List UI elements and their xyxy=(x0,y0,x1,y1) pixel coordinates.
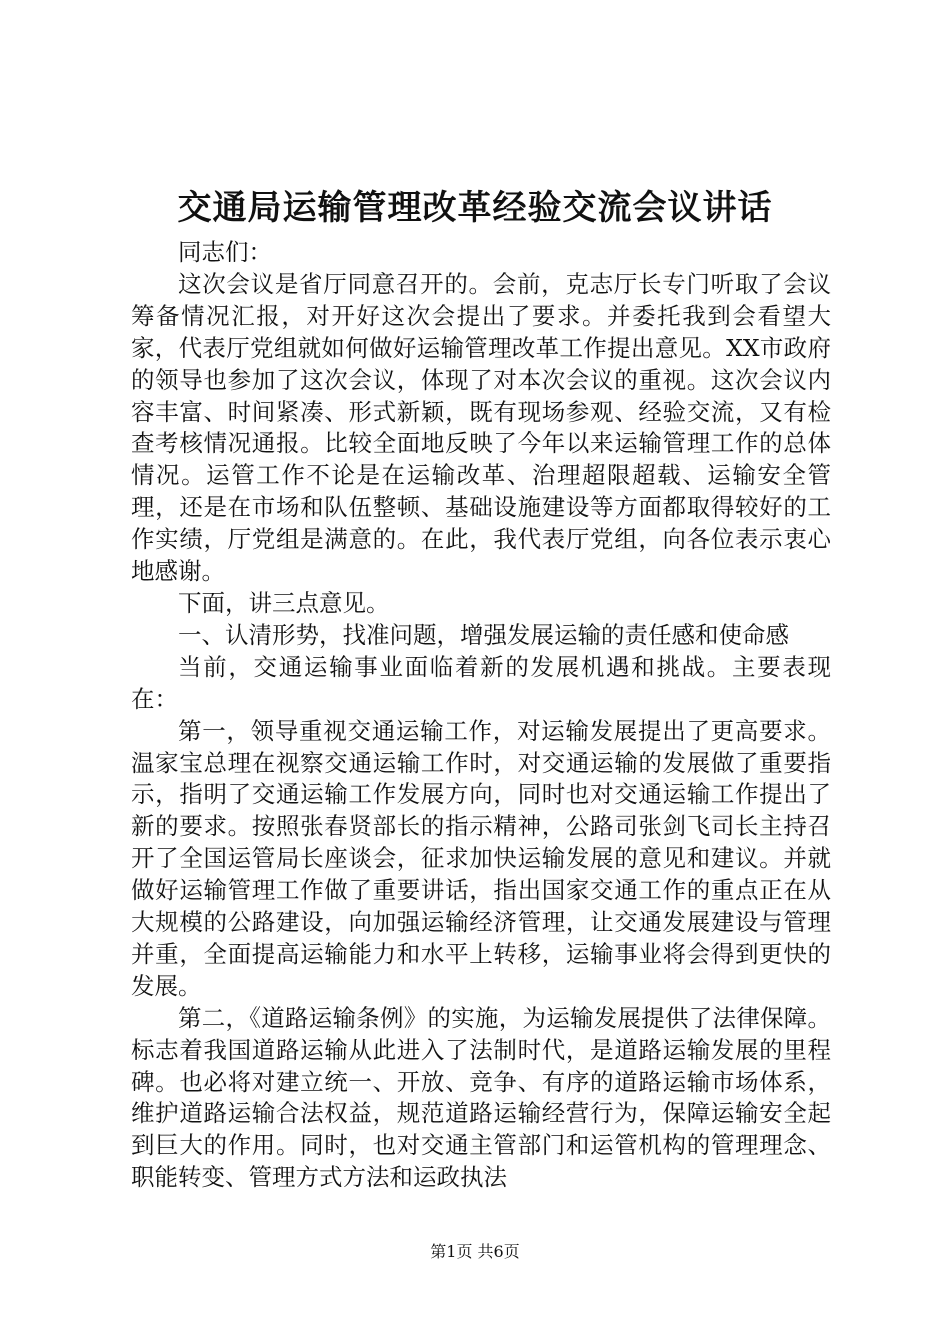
paragraph-point-1: 第一，领导重视交通运输工作，对运输发展提出了更高要求。温家宝总理在视察交通运输工作时，对交通运输的发展做了重要指示，指明了交通运输工作发展方向，同时也对交通运输工作提出了新的要求。按照张春贤部长的指示精神，公路司张剑飞司长主持召开了全国运管局长座谈会，征求加快运输发展的意见和建议。并就做好运输管理工作做了重要讲话，指出国家交通工作的重点正在从大规模的公路建设，向加强运输经济管理，让交通发展建设与管理并重，全面提高运输能力和水平上转移，运输事业将会得到更快的发展。 xyxy=(131,716,831,1000)
page-number-footer: 第1页 共6页 xyxy=(430,1242,520,1261)
paragraph-situation: 当前，交通运输事业面临着新的发展机遇和挑战。主要表现在： xyxy=(131,652,831,713)
paragraph-intro-points: 下面，讲三点意见。 xyxy=(178,588,390,617)
paragraph-opening: 这次会议是省厅同意召开的。会前，克志厅长专门听取了会议筹备情况汇报，对开好这次会提出了要求。并委托我到会看望大家，代表厅党组就如何做好运输管理改革工作提出意见。XX市政府的领导也参加了这次会议，体现了对本次会议的重视。这次会议内容丰富、时间紧凑、形式新颖，既有现场参观、经验交流，又有检查考核情况通报。比较全面地反映了今年以来运输管理工作的总体情况。运管工作不论是在运输改革、治理超限超载、运输安全管理，还是在市场和队伍整顿、基础设施建设等方面都取得较好的工作实绩，厅党组是满意的。在此，我代表厅党组，向各位表示衷心地感谢。 xyxy=(131,269,831,586)
paragraph-point-2: 第二，《道路运输条例》的实施，为运输发展提供了法律保障。标志着我国道路运输从此进入了法制时代，是道路运输发展的里程碑。也必将对建立统一、开放、竞争、有序的道路运输市场体系，维护道路运输合法权益，规范道路运输经营行为，保障运输安全起到巨大的作用。同时，也对交通主管部门和运管机构的管理理念、职能转变、管理方式方法和运政执法 xyxy=(131,1003,831,1192)
salutation: 同志们： xyxy=(178,238,272,266)
document-body xyxy=(131,237,831,1194)
document-title: 交通局运输管理改革经验交流会议讲话 xyxy=(177,188,773,228)
section-heading-1: 一、认清形势，找准问题，增强发展运输的责任感和使命感 xyxy=(178,620,789,649)
